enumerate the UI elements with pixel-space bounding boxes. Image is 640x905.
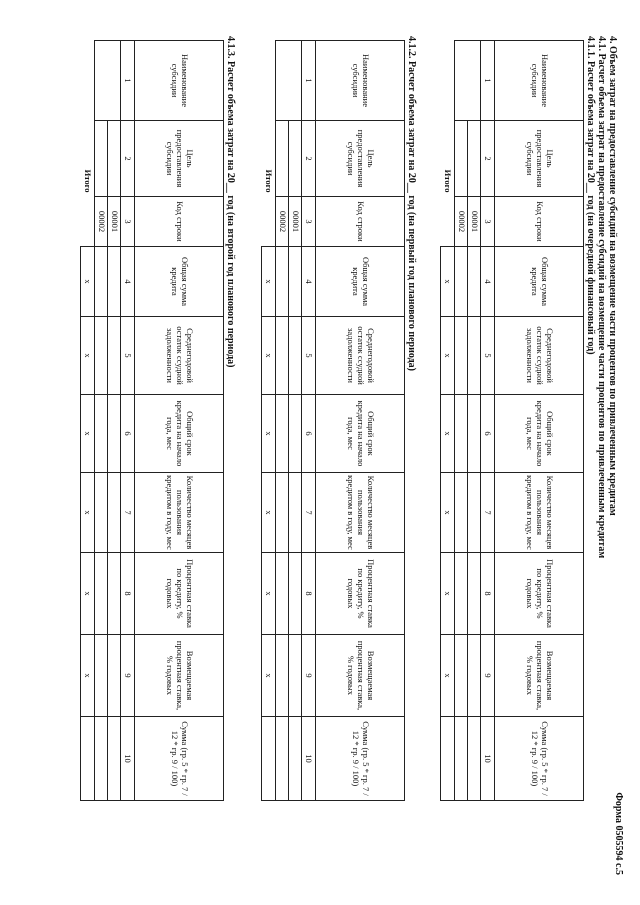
form-code: Форма 0505594 с.5 (613, 792, 624, 875)
header-row (495, 41, 584, 801)
data-cell[interactable] (95, 317, 108, 395)
data-cell[interactable] (276, 635, 289, 717)
table-title-4-1-3: 4.1.3. Расчет объема затрат на 20__ год (на второй год планового периода) (225, 36, 236, 368)
purpose-cell[interactable] (276, 121, 289, 197)
data-cell[interactable] (276, 395, 289, 473)
na-mark: x (441, 635, 455, 717)
column-number: 2 (302, 121, 316, 197)
total-label: Итого (264, 169, 275, 193)
col-header: Сумма (гр. 5 * гр. 7 / 12 * гр. 9 / 100) (316, 717, 405, 801)
row-code: 00002 (455, 197, 468, 247)
column-number: 2 (121, 121, 135, 197)
na-mark: x (441, 395, 455, 473)
col-header: Наименование субсидии (316, 41, 405, 121)
column-number-row (481, 41, 495, 801)
col-header: Цель предоставления субсидии (316, 121, 405, 197)
column-number: 6 (121, 395, 135, 473)
na-mark: x (262, 553, 276, 635)
data-cell[interactable] (95, 473, 108, 553)
col-header: Общая сумма кредита (135, 247, 224, 317)
data-cell[interactable] (95, 395, 108, 473)
total-sum-cell[interactable] (81, 717, 95, 801)
column-number: 8 (121, 553, 135, 635)
data-cell[interactable] (289, 473, 302, 553)
col-header: Код строки (495, 197, 584, 247)
na-mark: x (441, 473, 455, 553)
table-row (108, 41, 121, 801)
col-header: Общий срок кредита на начало года, мес (316, 395, 405, 473)
data-cell[interactable] (108, 473, 121, 553)
na-mark: x (262, 473, 276, 553)
total-row (441, 41, 455, 801)
column-number: 10 (481, 717, 495, 801)
col-header: Процентная ставка по кредиту, % годовых (316, 553, 405, 635)
data-cell[interactable] (455, 553, 468, 635)
column-number: 8 (481, 553, 495, 635)
col-header: Код строки (316, 197, 405, 247)
header-row (135, 41, 224, 801)
column-number: 5 (481, 317, 495, 395)
data-cell[interactable] (289, 635, 302, 717)
column-number: 1 (481, 41, 495, 121)
col-header: Среднегодовой остаток ссудной задолженности (316, 317, 405, 395)
data-cell[interactable] (468, 395, 481, 473)
data-cell[interactable] (455, 317, 468, 395)
table-row (95, 41, 108, 801)
column-number: 5 (302, 317, 316, 395)
total-row (262, 41, 276, 801)
total-label: Итого (83, 169, 94, 193)
col-header: Количество месяцев пользования кредитом в году, мес (316, 473, 405, 553)
data-cell[interactable] (455, 717, 468, 801)
col-header: Среднегодовой остаток ссудной задолженности (495, 317, 584, 395)
data-cell[interactable] (276, 473, 289, 553)
subsidy-name-cell[interactable] (276, 41, 302, 121)
column-number: 8 (302, 553, 316, 635)
col-header: Возмещаемая процентная ставка, % годовых (316, 635, 405, 717)
na-mark: x (81, 553, 95, 635)
na-mark: x (81, 635, 95, 717)
table-row (289, 41, 302, 801)
col-header: Общая сумма кредита (495, 247, 584, 317)
col-header: Процентная ставка по кредиту, % годовых (495, 553, 584, 635)
col-header: Общий срок кредита на начало года, мес (135, 395, 224, 473)
col-header: Общий срок кредита на начало года, мес (495, 395, 584, 473)
data-cell[interactable] (289, 553, 302, 635)
data-cell[interactable] (95, 635, 108, 717)
col-header: Цель предоставления субсидии (495, 121, 584, 197)
column-number: 3 (302, 197, 316, 247)
column-number: 1 (302, 41, 316, 121)
column-number: 7 (121, 473, 135, 553)
row-code: 00001 (468, 197, 481, 247)
purpose-cell[interactable] (455, 121, 468, 197)
column-number: 5 (121, 317, 135, 395)
na-mark: x (81, 247, 95, 317)
row-code: 00002 (95, 197, 108, 247)
col-header: Наименование субсидии (135, 41, 224, 121)
data-cell[interactable] (468, 635, 481, 717)
data-cell[interactable] (95, 553, 108, 635)
data-cell[interactable] (455, 395, 468, 473)
column-number: 3 (121, 197, 135, 247)
total-sum-cell[interactable] (262, 717, 276, 801)
na-mark: x (262, 317, 276, 395)
col-header: Возмещаемая процентная ставка, % годовых (495, 635, 584, 717)
data-cell[interactable] (289, 247, 302, 317)
col-header: Цель предоставления субсидии (135, 121, 224, 197)
data-cell[interactable] (95, 247, 108, 317)
table-row (468, 41, 481, 801)
column-number: 4 (481, 247, 495, 317)
table-row (455, 41, 468, 801)
purpose-cell[interactable] (108, 121, 121, 197)
purpose-cell[interactable] (468, 121, 481, 197)
column-number: 9 (302, 635, 316, 717)
column-number: 4 (302, 247, 316, 317)
data-cell[interactable] (276, 717, 289, 801)
data-cell[interactable] (95, 717, 108, 801)
na-mark: x (441, 317, 455, 395)
calc-table-4-1-2 (261, 40, 405, 801)
na-mark: x (441, 247, 455, 317)
column-number: 6 (302, 395, 316, 473)
col-header: Код строки (135, 197, 224, 247)
row-code: 00002 (276, 197, 289, 247)
subsidy-name-cell[interactable] (455, 41, 481, 121)
col-header: Количество месяцев пользования кредитом в году, мес (135, 473, 224, 553)
data-cell[interactable] (108, 553, 121, 635)
data-cell[interactable] (108, 635, 121, 717)
col-header: Общая сумма кредита (316, 247, 405, 317)
data-cell[interactable] (468, 553, 481, 635)
column-number: 10 (121, 717, 135, 801)
na-mark: x (262, 247, 276, 317)
col-header: Сумма (гр. 5 * гр. 7 / 12 * гр. 9 / 100) (135, 717, 224, 801)
col-header: Сумма (гр. 5 * гр. 7 / 12 * гр. 9 / 100) (495, 717, 584, 801)
column-number: 9 (481, 635, 495, 717)
data-cell[interactable] (108, 317, 121, 395)
purpose-cell[interactable] (289, 121, 302, 197)
row-code: 00001 (289, 197, 302, 247)
data-cell[interactable] (468, 717, 481, 801)
na-mark: x (81, 473, 95, 553)
purpose-cell[interactable] (95, 121, 108, 197)
subsidy-name-cell[interactable] (95, 41, 121, 121)
calc-table-4-1-1 (440, 40, 584, 801)
subsection-title: 4.1. Расчет объема затрат на предоставление субсидий на возмещение части процентов по привлеченным кредитам (596, 36, 607, 559)
column-number: 7 (302, 473, 316, 553)
column-number: 9 (121, 635, 135, 717)
na-mark: x (441, 553, 455, 635)
col-header: Процентная ставка по кредиту, % годовых (135, 553, 224, 635)
calc-table-4-1-3 (80, 40, 224, 801)
na-mark: x (81, 317, 95, 395)
data-cell[interactable] (455, 247, 468, 317)
col-header: Возмещаемая процентная ставка, % годовых (135, 635, 224, 717)
table-row (276, 41, 289, 801)
column-number: 6 (481, 395, 495, 473)
column-number: 2 (481, 121, 495, 197)
column-number: 4 (121, 247, 135, 317)
total-label: Итого (443, 169, 454, 193)
data-cell[interactable] (468, 247, 481, 317)
total-row (81, 41, 95, 801)
row-code: 00001 (108, 197, 121, 247)
total-sum-cell[interactable] (441, 717, 455, 801)
col-header: Наименование субсидии (495, 41, 584, 121)
na-mark: x (262, 395, 276, 473)
table-title-4-1-1: 4.1.1. Расчет объема затрат на 20__ год (на очередной финансовый год) (585, 36, 596, 355)
header-row (316, 41, 405, 801)
column-number-row (121, 41, 135, 801)
column-number-row (302, 41, 316, 801)
data-cell[interactable] (289, 395, 302, 473)
data-cell[interactable] (276, 247, 289, 317)
data-cell[interactable] (455, 635, 468, 717)
data-cell[interactable] (468, 473, 481, 553)
data-cell[interactable] (108, 395, 121, 473)
col-header: Количество месяцев пользования кредитом в году, мес (495, 473, 584, 553)
column-number: 7 (481, 473, 495, 553)
column-number: 10 (302, 717, 316, 801)
na-mark: x (81, 395, 95, 473)
column-number: 3 (481, 197, 495, 247)
data-cell[interactable] (108, 247, 121, 317)
data-cell[interactable] (289, 317, 302, 395)
data-cell[interactable] (468, 317, 481, 395)
data-cell[interactable] (276, 317, 289, 395)
table-title-4-1-2: 4.1.2. Расчет объема затрат на 20__ год (на первый год планового периода) (406, 36, 417, 371)
data-cell[interactable] (108, 717, 121, 801)
section-title: 4. Объем затрат на предоставление субсидий на возмещение части процентов по привлеченным кредитам (607, 36, 618, 516)
data-cell[interactable] (276, 553, 289, 635)
column-number: 1 (121, 41, 135, 121)
col-header: Среднегодовой остаток ссудной задолженности (135, 317, 224, 395)
data-cell[interactable] (455, 473, 468, 553)
data-cell[interactable] (289, 717, 302, 801)
na-mark: x (262, 635, 276, 717)
